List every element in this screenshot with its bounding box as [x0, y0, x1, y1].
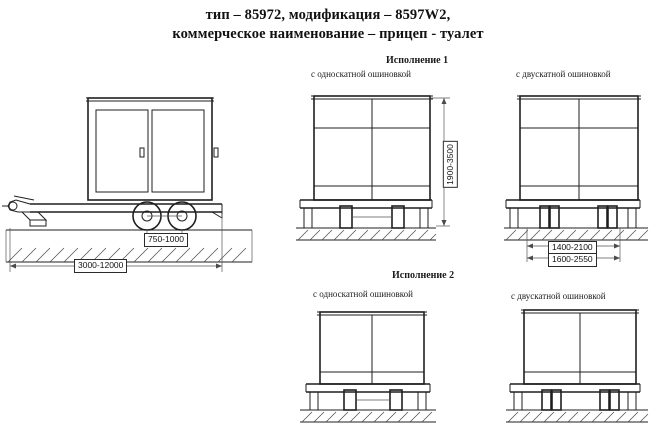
- dimension-track-outer: 1600-2550: [548, 253, 597, 267]
- dimension-height: 1900-3500: [443, 141, 458, 188]
- section-2-right-caption: с двускатной ошиновкой: [511, 291, 606, 301]
- section-1-left-caption: с односкатной ошиновкой: [311, 69, 411, 79]
- dimension-track-inner: 1400-2100: [548, 241, 597, 255]
- dimension-wheelbase: 750-1000: [144, 233, 188, 247]
- section-2-left-caption: с односкатной ошиновкой: [313, 289, 413, 299]
- section-1-heading: Исполнение 1: [386, 55, 449, 66]
- section-2-heading: Исполнение 2: [392, 270, 455, 281]
- title-line-2: коммерческое наименование – прицеп - туалет: [172, 26, 484, 42]
- section-1-right-caption: с двускатной ошиновкой: [516, 69, 611, 79]
- title-line-1: тип – 85972, модификация – 8597W2,: [205, 7, 451, 23]
- dimension-overall-length: 3000-12000: [74, 259, 127, 273]
